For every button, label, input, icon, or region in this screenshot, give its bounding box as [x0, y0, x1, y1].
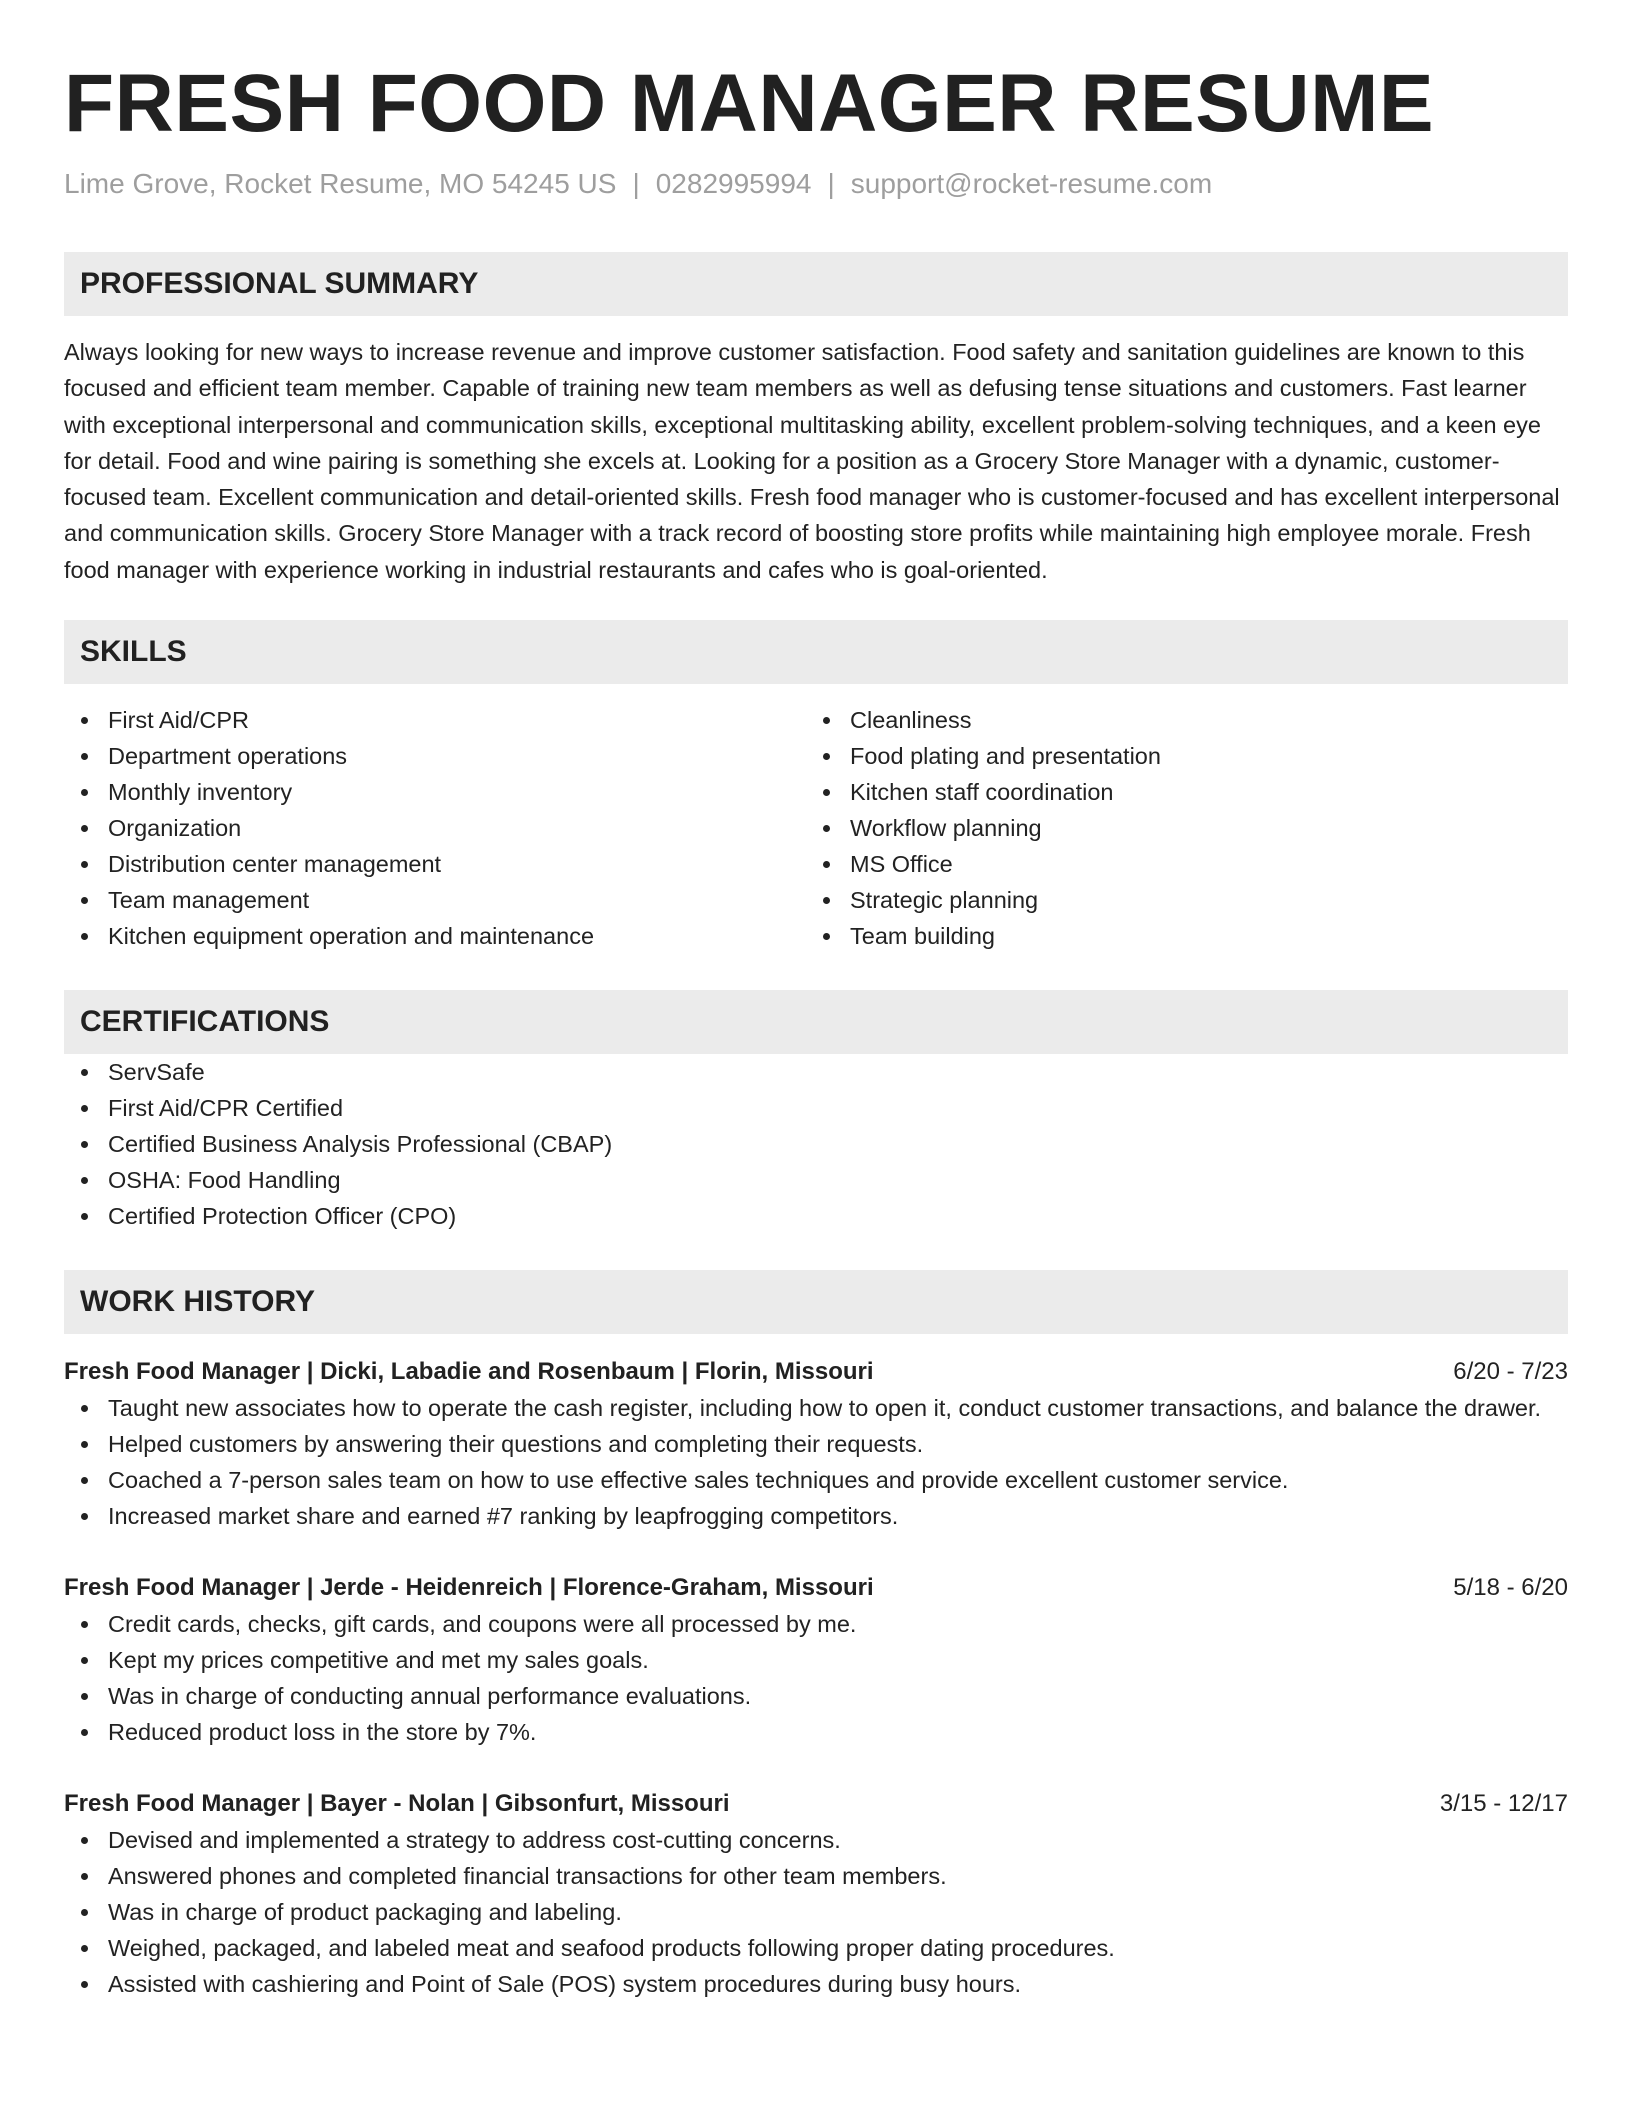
job-header — [64, 1354, 1568, 1390]
certification-item: OSHA: Food Handling — [64, 1162, 1568, 1198]
contact-phone: 0282995994 — [655, 168, 812, 199]
resume-title: FRESH FOOD MANAGER RESUME — [64, 58, 1435, 149]
contact-address: Lime Grove, Rocket Resume, MO 54245 US — [64, 168, 617, 199]
contact-line — [64, 166, 1568, 202]
skill-item: Cleanliness — [806, 702, 1548, 738]
summary-text: Always looking for new ways to increase revenue and improve customer satisfaction. Food safety and sanitation guidelines are known to this focused and efficient team member. Capable of training new team members as well as defusing tense situations and customers. Fast learner with exceptional interpersonal and communication skills, exceptional multitasking ability, excellent problem-solving techniques, and a keen eye for detail. Food and wine pairing is something she excels at. Looking for a position as a Grocery Store Manager with a dynamic, customer-focused team. Excellent communication and detail-oriented skills. Fresh food manager who is customer-focused and has excellent interpersonal and communication skills. Grocery Store Manager with a track record of boosting store profits while maintaining high employee morale. Fresh food manager with experience working in industrial restaurants and cafes who is goal-oriented. — [64, 339, 1560, 583]
job-bullet-list — [64, 1390, 1568, 1534]
job-entry — [64, 1786, 1568, 2002]
job-bullet: Helped customers by answering their questions and completing their requests. — [64, 1426, 1568, 1462]
job-bullet: Credit cards, checks, gift cards, and coupons were all processed by me. — [64, 1606, 1568, 1642]
job-bullet: Answered phones and completed financial transactions for other team members. — [64, 1858, 1568, 1894]
skill-item: Department operations — [64, 738, 806, 774]
job-bullet: Reduced product loss in the store by 7%. — [64, 1714, 1568, 1750]
job-title: Fresh Food Manager | Bayer - Nolan | Gibsonfurt, Missouri — [64, 1790, 730, 1818]
skill-item: Team management — [64, 882, 806, 918]
job-bullet-list — [64, 1822, 1568, 2002]
resume-page — [64, 0, 1568, 2002]
certification-item: ServSafe — [64, 1054, 1568, 1090]
job-bullet: Taught new associates how to operate the cash register, including how to open it, conduct customer transactions, and balance the drawer. — [64, 1390, 1568, 1426]
skill-item: Workflow planning — [806, 810, 1548, 846]
skill-item: Food plating and presentation — [806, 738, 1548, 774]
job-title: Fresh Food Manager | Jerde - Heidenreich | Florence-Graham, Missouri — [64, 1574, 874, 1602]
skill-item: Strategic planning — [806, 882, 1548, 918]
job-header — [64, 1570, 1568, 1606]
section-heading-summary: PROFESSIONAL SUMMARY — [64, 252, 1568, 316]
job-entry — [64, 1354, 1568, 1534]
skill-item: Monthly inventory — [64, 774, 806, 810]
job-bullet-list — [64, 1606, 1568, 1750]
contact-email: support@rocket-resume.com — [850, 168, 1213, 199]
skill-item: Kitchen staff coordination — [806, 774, 1548, 810]
certification-item: First Aid/CPR Certified — [64, 1090, 1568, 1126]
job-bullet: Was in charge of conducting annual performance evaluations. — [64, 1678, 1568, 1714]
job-bullet: Assisted with cashiering and Point of Sale (POS) system procedures during busy hours. — [64, 1966, 1568, 2002]
job-bullet: Coached a 7-person sales team on how to use effective sales techniques and provide excellent customer service. — [64, 1462, 1568, 1498]
certification-item: Certified Business Analysis Professional (CBAP) — [64, 1126, 1568, 1162]
job-dates: 5/18 - 6/20 — [1453, 1574, 1568, 1602]
job-title: Fresh Food Manager | Dicki, Labadie and Rosenbaum | Florin, Missouri — [64, 1358, 874, 1386]
skill-item: First Aid/CPR — [64, 702, 806, 738]
skill-item: Kitchen equipment operation and maintenance — [64, 918, 806, 954]
job-bullet: Devised and implemented a strategy to address cost-cutting concerns. — [64, 1822, 1568, 1858]
skills-grid — [64, 702, 1568, 954]
job-dates: 3/15 - 12/17 — [1439, 1790, 1568, 1818]
job-header — [64, 1786, 1568, 1822]
contact-separator: | — [827, 168, 835, 199]
certifications-list — [64, 1054, 1568, 1234]
skill-item: Distribution center management — [64, 846, 806, 882]
skill-item: MS Office — [806, 846, 1548, 882]
section-heading-work-history: WORK HISTORY — [64, 1270, 1568, 1334]
skill-item: Team building — [806, 918, 1548, 954]
job-bullet: Was in charge of product packaging and labeling. — [64, 1894, 1568, 1930]
skills-list-left — [64, 702, 806, 954]
job-bullet: Kept my prices competitive and met my sales goals. — [64, 1642, 1568, 1678]
job-dates: 6/20 - 7/23 — [1453, 1358, 1568, 1386]
section-heading-certifications: CERTIFICATIONS — [64, 990, 1568, 1054]
skill-item: Organization — [64, 810, 806, 846]
contact-separator: | — [632, 168, 640, 199]
job-entry — [64, 1570, 1568, 1750]
section-heading-skills: SKILLS — [64, 620, 1568, 684]
skills-list-right — [806, 702, 1548, 954]
job-bullet: Increased market share and earned #7 ranking by leapfrogging competitors. — [64, 1498, 1568, 1534]
certification-item: Certified Protection Officer (CPO) — [64, 1198, 1568, 1234]
job-bullet: Weighed, packaged, and labeled meat and seafood products following proper dating procedures. — [64, 1930, 1568, 1966]
